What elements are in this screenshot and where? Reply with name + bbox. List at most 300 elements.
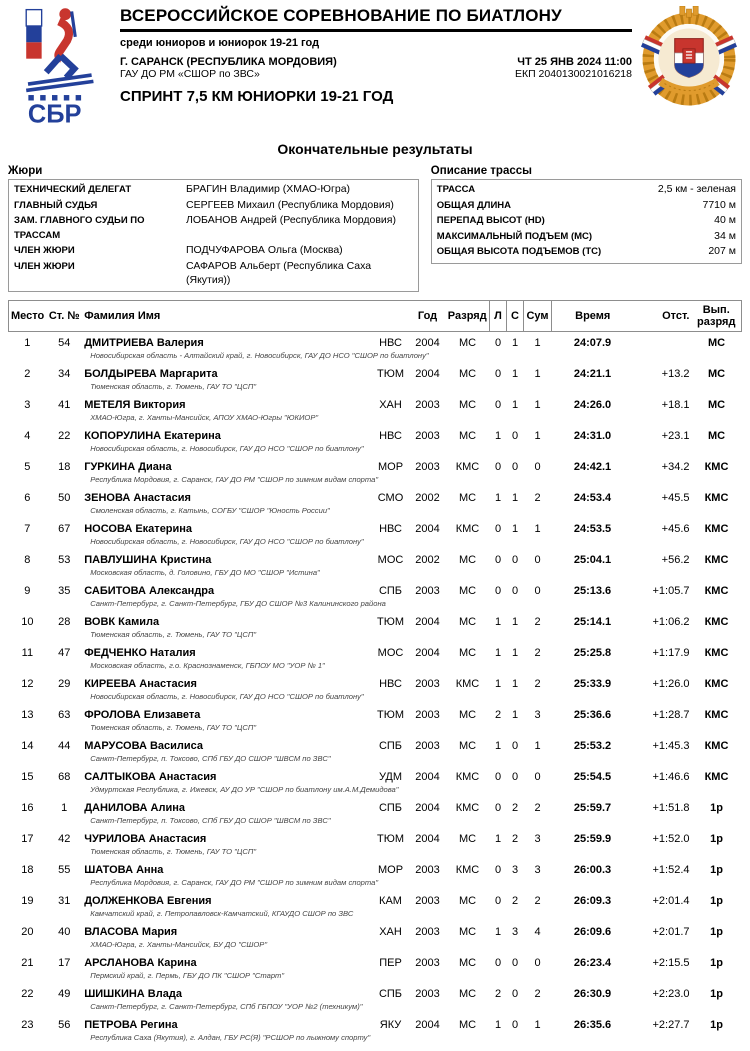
prone-misses-cell: 0: [494, 584, 502, 597]
jury-heading: Жюри: [8, 165, 43, 177]
bib-cell: 63: [58, 708, 71, 721]
team-cell: Санкт-Петербург, п. Токсово, СПб ГБУ ДО СШОР "ШВСМ по ЗВС": [90, 753, 331, 763]
athlete-name-cell: ГУРКИНА Диана: [84, 460, 172, 473]
team-row: [9, 536, 742, 549]
team-cell: Санкт-Петербург, г. Санкт-Петербург, ГБУ ДО СШОР №3 Калининского района: [90, 598, 386, 608]
behind-cell: +1:45.3: [652, 739, 690, 752]
team-cell: Смоленская область, г. Катынь, СОГБУ "СШОР "Юность России": [90, 505, 330, 515]
place-cell: 14: [21, 739, 34, 752]
time-cell: 24:53.5: [573, 522, 612, 535]
rank-cell: МС: [458, 832, 477, 845]
sum-misses-cell: 1: [534, 398, 541, 411]
team-row: [9, 753, 742, 766]
standing-misses-cell: 0: [511, 956, 519, 969]
rank-cell: МС: [458, 987, 477, 1000]
standing-misses-cell: 3: [511, 925, 519, 938]
team-cell: ХМАО-Югра, г. Ханты-Мансийск, БУ ДО "СШОР": [90, 939, 268, 949]
time-cell: 26:30.9: [573, 987, 612, 1000]
behind-cell: +2:01.7: [652, 925, 690, 938]
prone-misses-cell: 1: [494, 1018, 502, 1031]
bib-cell: 53: [58, 553, 71, 566]
sum-misses-cell: 2: [534, 491, 541, 504]
standing-misses-cell: 1: [511, 708, 519, 721]
place-cell: 11: [21, 646, 34, 659]
bib-cell: 31: [58, 894, 71, 907]
result-rank-cell: КМС: [704, 584, 729, 597]
standing-misses-cell: 1: [511, 491, 519, 504]
sum-misses-cell: 2: [534, 677, 541, 690]
standing-misses-cell: 0: [511, 739, 519, 752]
place-cell: 16: [21, 801, 34, 814]
time-cell: 24:42.1: [573, 460, 612, 473]
prone-misses-cell: 0: [494, 553, 502, 566]
course-box: [431, 179, 742, 264]
athlete-name-cell: ВЛАСОВА Мария: [84, 925, 178, 938]
place-cell: 6: [24, 491, 31, 504]
rank-cell: КМС: [455, 522, 480, 535]
result-rank-cell: КМС: [704, 646, 729, 659]
team-cell: Новосибирская область, г. Новосибирск, ГАУ ДО НСО "СШОР по биатлону": [90, 536, 364, 546]
result-row: [9, 363, 742, 381]
place-cell: 4: [24, 429, 31, 442]
place-cell: 22: [21, 987, 34, 1000]
course-param-value: 7710 м: [702, 198, 736, 211]
year-cell: 2004: [415, 522, 440, 535]
athlete-name-cell: ВОВК Камила: [84, 615, 160, 628]
year-cell: 2003: [415, 894, 440, 907]
athlete-name-cell: САБИТОВА Александра: [84, 584, 215, 597]
course-heading: Описание трассы: [430, 165, 532, 177]
standing-misses-cell: 1: [511, 646, 519, 659]
course-param-value: 2,5 км - зеленая: [657, 183, 736, 195]
result-row: [9, 859, 742, 877]
sum-misses-cell: 3: [534, 863, 541, 876]
result-rank-cell: КМС: [704, 460, 729, 473]
time-cell: 25:36.6: [573, 708, 612, 721]
athlete-name-cell: ПЕТРОВА Регина: [84, 1018, 178, 1031]
region-cell: КАМ: [379, 894, 402, 907]
section-title: Окончательные результаты: [277, 141, 473, 157]
region-cell: МОС: [377, 646, 404, 659]
location-block: [120, 56, 337, 80]
result-rank-cell: МС: [707, 429, 726, 442]
team-row: [9, 629, 742, 642]
prone-misses-cell: 0: [494, 460, 502, 473]
result-rank-cell: 1р: [710, 863, 723, 876]
result-rank-cell: 1р: [710, 832, 723, 845]
col-year: Год: [410, 300, 446, 331]
result-row: [9, 704, 742, 722]
prone-misses-cell: 0: [494, 398, 502, 411]
team-cell: Новосибирская область, г. Новосибирск, ГАУ ДО НСО "СШОР по биатлону": [90, 691, 364, 701]
year-cell: 2003: [415, 708, 440, 721]
team-row: [9, 1032, 742, 1045]
standing-misses-cell: 1: [511, 336, 519, 349]
svg-text:СБР: СБР: [27, 100, 82, 126]
rank-cell: МС: [458, 739, 477, 752]
course-param-label: ОБЩАЯ ДЛИНА: [436, 199, 512, 211]
course-param-label: ПЕРЕПАД ВЫСОТ (HD): [436, 215, 545, 226]
prone-misses-cell: 0: [494, 863, 502, 876]
behind-cell: +2:27.7: [652, 1018, 690, 1031]
team-cell: Пермский край, г. Пермь, ГБУ ДО ПК "СШОР "Старт": [90, 970, 285, 980]
sum-misses-cell: 3: [534, 832, 541, 845]
time-cell: 26:09.6: [573, 925, 612, 938]
col-standing: С: [507, 300, 524, 331]
standing-misses-cell: 1: [511, 615, 519, 628]
team-cell: Московская область, д. Головино, ГБУ ДО МО "СШОР "Истина": [90, 567, 320, 577]
prone-misses-cell: 0: [494, 522, 502, 535]
bib-cell: 40: [58, 925, 71, 938]
behind-cell: +1:06.2: [652, 615, 690, 628]
year-cell: 2004: [415, 770, 440, 783]
result-row: [9, 611, 742, 629]
event-title: СПРИНТ 7,5 КМ ЮНИОРКИ 19-21 ГОД: [120, 88, 394, 105]
prone-misses-cell: 0: [494, 367, 502, 380]
team-row: [9, 784, 742, 797]
team-row: [9, 505, 742, 518]
place-cell: 23: [21, 1018, 34, 1031]
place-cell: 10: [21, 615, 34, 628]
rank-cell: МС: [458, 429, 477, 442]
team-row: [9, 660, 742, 673]
behind-cell: +56.2: [661, 553, 690, 566]
year-cell: 2003: [415, 429, 440, 442]
rank-cell: КМС: [455, 677, 480, 690]
prone-misses-cell: 1: [494, 646, 502, 659]
jury-row: [14, 243, 413, 259]
course-param-value: 34 м: [714, 229, 736, 242]
year-cell: 2003: [415, 987, 440, 1000]
behind-cell: +2:01.4: [652, 894, 690, 907]
rank-cell: МС: [458, 553, 477, 566]
result-rank-cell: МС: [707, 367, 726, 380]
time-cell: 26:09.3: [573, 894, 612, 907]
athlete-name-cell: ЧУРИЛОВА Анастасия: [84, 832, 207, 845]
place-cell: 15: [21, 770, 34, 783]
rank-cell: МС: [458, 956, 477, 969]
sum-misses-cell: 1: [534, 429, 541, 442]
result-row: [9, 580, 742, 598]
behind-cell: +1:26.0: [652, 677, 690, 690]
standing-misses-cell: 1: [511, 522, 519, 535]
col-time: Время: [552, 300, 634, 331]
time-cell: 24:31.0: [573, 429, 612, 442]
coat-of-arms-icon: [638, 6, 740, 108]
result-row: [9, 1014, 742, 1032]
jury-member-name: САФАРОВ Альберт (Республика Саха (Якутия)): [186, 259, 372, 286]
region-cell: СПБ: [378, 584, 403, 597]
sum-misses-cell: 0: [534, 956, 541, 969]
standing-misses-cell: 1: [511, 367, 519, 380]
athlete-name-cell: АРСЛАНОВА Карина: [84, 956, 197, 969]
info-section: [8, 165, 742, 292]
sum-misses-cell: 2: [534, 894, 541, 907]
event-datetime: ЧТ 25 ЯНВ 2024 11:00: [517, 56, 632, 68]
course-row: [437, 244, 736, 260]
team-cell: Тюменская область, г. Тюмень, ГАУ ТО "ЦСП": [90, 846, 257, 856]
team-cell: Республика Саха (Якутия), г. Алдан, ГБУ РС(Я) "РСШОР по лыжному спорту": [90, 1032, 371, 1042]
standing-misses-cell: 0: [511, 584, 519, 597]
athlete-name-cell: ДМИТРИЕВА Валерия: [84, 336, 204, 349]
result-rank-cell: КМС: [704, 553, 729, 566]
mordovia-emblem: [638, 4, 742, 108]
year-cell: 2003: [415, 925, 440, 938]
place-cell: 13: [21, 708, 34, 721]
team-row: [9, 722, 742, 735]
bib-cell: 17: [58, 956, 71, 969]
region-cell: ЯКУ: [379, 1018, 402, 1031]
time-cell: 24:07.9: [573, 336, 612, 349]
team-cell: Новосибирская область - Алтайский край, г. Новосибирск, ГАУ ДО НСО "СШОР по биатлону": [90, 350, 429, 360]
place-cell: 8: [24, 553, 31, 566]
time-cell: 26:23.4: [573, 956, 612, 969]
jury-role: ЧЛЕН ЖЮРИ: [14, 245, 75, 256]
region-cell: ХАН: [379, 398, 402, 411]
team-row: [9, 877, 742, 890]
behind-cell: +13.2: [661, 367, 690, 380]
bib-cell: 50: [58, 491, 71, 504]
competition-subtitle: среди юниоров и юниорок 19-21 год: [120, 37, 320, 49]
behind-cell: +2:15.5: [652, 956, 690, 969]
region-cell: СПБ: [378, 739, 403, 752]
place-cell: 21: [21, 956, 34, 969]
jury-row: [14, 182, 413, 198]
result-rank-cell: КМС: [704, 770, 729, 783]
prone-misses-cell: 1: [494, 429, 502, 442]
bib-cell: 49: [58, 987, 71, 1000]
team-cell: Новосибирская область, г. Новосибирск, ГАУ ДО НСО "СШОР по биатлону": [90, 443, 364, 453]
col-result-rank: Вып. разряд: [692, 300, 742, 331]
result-row: [9, 456, 742, 474]
region-cell: ПЕР: [379, 956, 402, 969]
behind-cell: +1:17.9: [652, 646, 690, 659]
bib-cell: 44: [58, 739, 71, 752]
col-prone: Л: [490, 300, 507, 331]
course-param-label: МАКСИМАЛЬНЫЙ ПОДЪЕМ (МС): [436, 230, 593, 242]
bib-cell: 18: [58, 460, 71, 473]
time-cell: 24:53.4: [573, 491, 612, 504]
result-row: [9, 487, 742, 505]
biathlete-logo-icon: [8, 6, 108, 95]
rank-cell: МС: [458, 491, 477, 504]
athlete-name-cell: БОЛДЫРЕВА Маргарита: [84, 367, 218, 380]
rank-cell: КМС: [455, 770, 480, 783]
place-cell: 1: [24, 336, 31, 349]
bib-cell: 67: [58, 522, 71, 535]
behind-cell: +1:28.7: [652, 708, 690, 721]
place-cell: 12: [21, 677, 34, 690]
athlete-name-cell: МАРУСОВА Василиса: [84, 739, 204, 752]
course-row: [437, 198, 736, 214]
team-row: [9, 474, 742, 487]
result-row: [9, 890, 742, 908]
prone-misses-cell: 0: [494, 336, 502, 349]
standing-misses-cell: 0: [511, 429, 519, 442]
col-rank: Разряд: [446, 300, 490, 331]
rank-cell: КМС: [455, 801, 480, 814]
course-row: [437, 213, 736, 229]
place-cell: 20: [21, 925, 34, 938]
jury-role: ТЕХНИЧЕСКИЙ ДЕЛЕГАТ: [14, 184, 132, 195]
region-cell: ТЮМ: [377, 615, 404, 628]
team-cell: Тюменская область, г. Тюмень, ГАУ ТО "ЦСП": [90, 722, 257, 732]
team-cell: Удмуртская Республика, г. Ижевск, АУ ДО УР "СШОР по биатлону им.А.М.Демидова": [90, 784, 399, 794]
location-line1: Г. САРАНСК (РЕСПУБЛИКА МОРДОВИЯ): [120, 56, 337, 68]
col-bib: Ст. №: [46, 300, 82, 331]
year-cell: 2003: [415, 460, 440, 473]
behind-cell: +1:46.6: [652, 770, 690, 783]
time-cell: 24:26.0: [573, 398, 612, 411]
time-cell: 24:21.1: [573, 367, 612, 380]
behind-cell: +2:23.0: [652, 987, 690, 1000]
team-row: [9, 908, 742, 921]
year-cell: 2004: [415, 615, 440, 628]
rank-cell: МС: [458, 336, 477, 349]
standing-misses-cell: 0: [511, 1018, 519, 1031]
bib-cell: 22: [58, 429, 71, 442]
year-cell: 2004: [415, 801, 440, 814]
jury-row: [14, 198, 413, 214]
time-cell: 26:00.3: [573, 863, 612, 876]
standing-misses-cell: 1: [511, 398, 519, 411]
athlete-name-cell: ДАНИЛОВА Алина: [84, 801, 185, 814]
prone-misses-cell: 1: [494, 615, 502, 628]
behind-cell: [634, 331, 692, 350]
bib-cell: 56: [58, 1018, 71, 1031]
team-cell: Московская область, г.о. Краснознаменск, ГБПОУ МО "УОР № 1": [90, 660, 325, 670]
team-cell: Тюменская область, г. Тюмень, ГАУ ТО "ЦСП": [90, 629, 257, 639]
place-cell: 3: [24, 398, 31, 411]
location-line2: ГАУ ДО РМ «СШОР по ЗВС»: [120, 68, 260, 80]
sum-misses-cell: 2: [534, 615, 541, 628]
bib-cell: 55: [58, 863, 71, 876]
jury-member-name: СЕРГЕЕВ Михаил (Республика Мордовия): [186, 198, 394, 211]
team-row: [9, 970, 742, 983]
time-cell: 25:14.1: [573, 615, 612, 628]
team-row: [9, 412, 742, 425]
region-cell: МОС: [377, 553, 404, 566]
team-cell: Камчатский край, г. Петропавловск-Камчатский, КГАУДО СШОР по ЗВС: [90, 908, 354, 918]
standing-misses-cell: 0: [511, 460, 519, 473]
jury-row: [14, 213, 413, 243]
result-rank-cell: КМС: [704, 677, 729, 690]
team-row: [9, 846, 742, 859]
team-row: [9, 815, 742, 828]
competition-title: ВСЕРОССИЙСКОЕ СОРЕВНОВАНИЕ ПО БИАТЛОНУ: [120, 6, 632, 32]
prone-misses-cell: 1: [494, 677, 502, 690]
sum-misses-cell: 2: [534, 801, 541, 814]
result-rank-cell: 1р: [710, 894, 723, 907]
athlete-name-cell: ФЕДЧЕНКО Наталия: [84, 646, 196, 659]
behind-cell: +45.6: [661, 522, 690, 535]
region-cell: СПБ: [378, 987, 403, 1000]
rank-cell: МС: [458, 615, 477, 628]
result-row: [9, 983, 742, 1001]
place-cell: 19: [21, 894, 34, 907]
year-cell: 2004: [415, 1018, 440, 1031]
sum-misses-cell: 0: [534, 584, 541, 597]
rank-cell: МС: [458, 646, 477, 659]
result-row: [9, 394, 742, 412]
result-row: [9, 797, 742, 815]
jury-role: ГЛАВНЫЙ СУДЬЯ: [14, 199, 98, 211]
course-param-value: 207 м: [708, 245, 736, 257]
jury-box: [8, 179, 419, 292]
region-cell: НВС: [379, 336, 402, 349]
result-row: [9, 952, 742, 970]
prone-misses-cell: 1: [494, 925, 502, 938]
bib-cell: 42: [58, 832, 71, 845]
result-rank-cell: 1р: [710, 925, 723, 938]
bib-cell: 68: [58, 770, 71, 783]
year-cell: 2004: [415, 336, 440, 349]
jury-member-name: БРАГИН Владимир (ХМАО-Югра): [186, 183, 351, 195]
jury-member-name: ЛОБАНОВ Андрей (Республика Мордовия): [186, 214, 396, 226]
rank-cell: КМС: [455, 863, 480, 876]
prone-misses-cell: 1: [494, 739, 502, 752]
place-cell: 2: [24, 367, 31, 380]
standing-misses-cell: 2: [511, 801, 519, 814]
athlete-name-cell: НОСОВА Екатерина: [84, 522, 193, 535]
team-row: [9, 350, 742, 363]
location-date-row: [120, 56, 632, 80]
region-cell: ХАН: [379, 925, 402, 938]
region-cell: ТЮМ: [377, 708, 404, 721]
prone-misses-cell: 2: [494, 708, 502, 721]
result-rank-cell: 1р: [710, 801, 723, 814]
year-cell: 2002: [415, 553, 440, 566]
behind-cell: +23.1: [661, 429, 690, 442]
athlete-name-cell: ПАВЛУШИНА Кристина: [84, 553, 212, 566]
team-row: [9, 598, 742, 611]
prone-misses-cell: 0: [494, 801, 502, 814]
sum-misses-cell: 3: [534, 708, 541, 721]
col-behind: Отст.: [634, 300, 692, 331]
region-cell: СМО: [377, 491, 404, 504]
time-cell: 25:04.1: [573, 553, 612, 566]
col-name: Фамилия Имя: [82, 300, 371, 331]
rank-cell: МС: [458, 894, 477, 907]
team-cell: Санкт-Петербург, г. Санкт-Петербург, СПб ГБПОУ "УОР №2 (техникум)": [90, 1001, 363, 1011]
rank-cell: МС: [458, 584, 477, 597]
time-cell: 25:33.9: [573, 677, 612, 690]
result-row: [9, 673, 742, 691]
rank-cell: МС: [458, 1018, 477, 1031]
result-rank-cell: МС: [707, 336, 726, 349]
standing-misses-cell: 2: [511, 832, 519, 845]
time-cell: 25:13.6: [573, 584, 612, 597]
bib-cell: 34: [58, 367, 71, 380]
standing-misses-cell: 3: [511, 863, 519, 876]
athlete-name-cell: ШАТОВА Анна: [84, 863, 164, 876]
sum-misses-cell: 1: [534, 739, 541, 752]
team-row: [9, 691, 742, 704]
year-cell: 2004: [415, 367, 440, 380]
prone-misses-cell: 1: [494, 491, 502, 504]
jury-member-name: ПОДЧУФАРОВА Ольга (Москва): [186, 244, 343, 256]
course-row: [437, 229, 736, 245]
sum-misses-cell: 1: [534, 1018, 541, 1031]
athlete-name-cell: ДОЛЖЕНКОВА Евгения: [84, 894, 212, 907]
result-rank-cell: МС: [707, 398, 726, 411]
year-cell: 2002: [415, 491, 440, 504]
result-row: [9, 766, 742, 784]
place-cell: 7: [24, 522, 31, 535]
course-param-value: 40 м: [714, 214, 736, 226]
standing-misses-cell: 0: [511, 553, 519, 566]
year-cell: 2003: [415, 584, 440, 597]
